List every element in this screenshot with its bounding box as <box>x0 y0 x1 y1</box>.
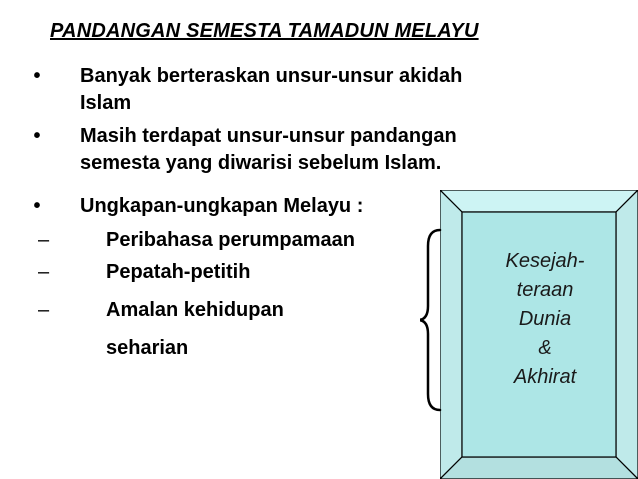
dash-marker: – <box>38 229 50 251</box>
bullet-text-line: Masih terdapat unsur-unsur pandangan <box>80 125 457 147</box>
bullet-marker: • <box>33 125 41 147</box>
curly-brace-path <box>420 230 440 410</box>
box-text <box>473 247 617 392</box>
dash-marker: – <box>38 299 50 321</box>
bullet-text-line: Islam <box>80 92 132 114</box>
box-text-line: Akhirat <box>513 366 577 388</box>
bullet-text-line: Ungkapan-ungkapan Melayu : <box>80 195 364 217</box>
box-text-line: Kesejah- <box>505 250 585 272</box>
bevel-frame-right <box>616 190 638 479</box>
bullet-marker: • <box>33 65 41 87</box>
curly-brace <box>420 228 450 412</box>
bevel-frame-top <box>440 190 638 212</box>
sub-item-text: Pepatah-petitih <box>106 261 251 283</box>
box-text-line: teraan <box>516 279 574 301</box>
box-text-line: & <box>538 337 552 359</box>
sub-item-text: Peribahasa perumpamaan <box>106 229 355 251</box>
bevel-frame-bottom <box>440 457 638 479</box>
bullet-text-line: semesta yang diwarisi sebelum Islam. <box>80 152 442 174</box>
sub-item-text: Amalan kehidupan <box>106 299 284 321</box>
dash-marker: – <box>38 261 50 283</box>
bullet-text-line: Banyak berteraskan unsur-unsur akidah <box>80 65 463 87</box>
sub-item-text: seharian <box>106 337 189 359</box>
box-text-line: Dunia <box>518 308 572 330</box>
bullet-marker: • <box>33 195 41 217</box>
slide-title: PANDANGAN SEMESTA TAMADUN MELAYU <box>50 20 479 42</box>
